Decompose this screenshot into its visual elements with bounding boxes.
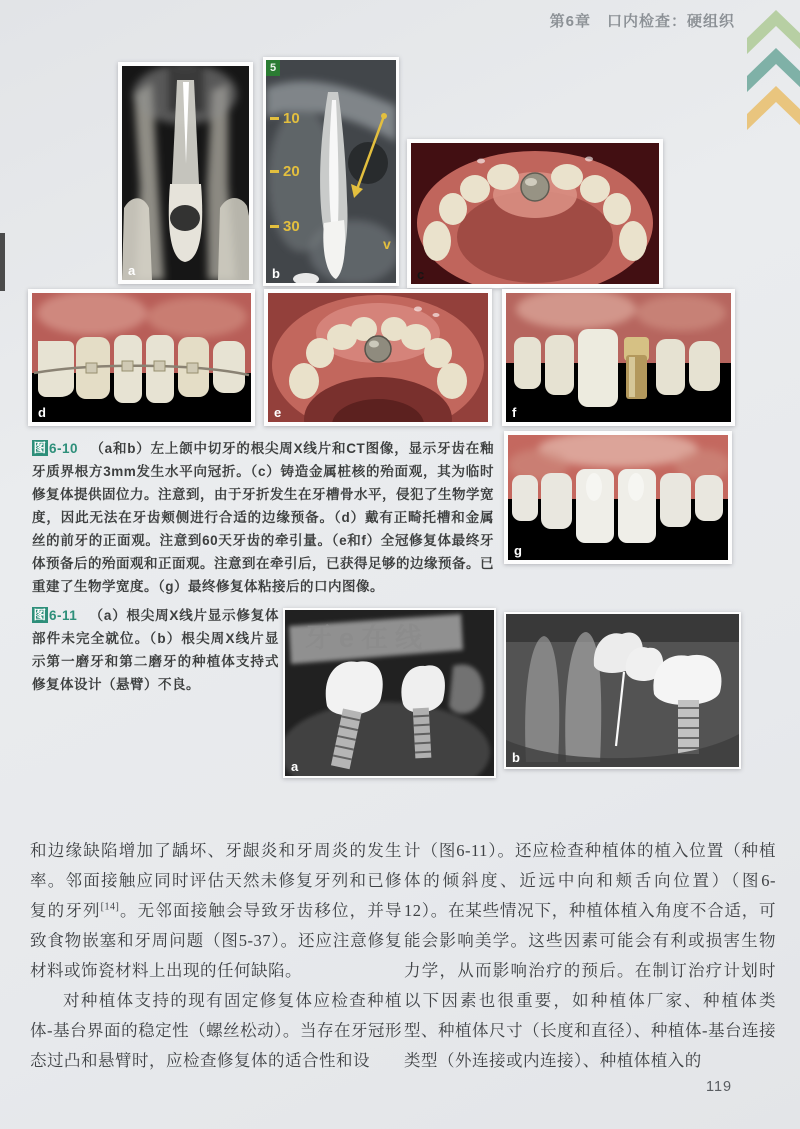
cantilever-xray-image <box>506 614 739 767</box>
body-paragraph: 对种植体支持的现有固定修复体应检查种植体-基台界面的稳定性（螺丝松动）。当存在牙冠形态过凸和悬臂时，应检查修复体的适合性和设 <box>30 991 402 1070</box>
figure-6-10-panel-b-ct <box>263 57 399 286</box>
watermark-text: 牙e在线 <box>305 623 430 653</box>
tick-dash-icon <box>270 170 279 173</box>
chevron-up-icon <box>747 86 800 130</box>
page-number: 119 <box>706 1079 733 1095</box>
figure-6-11-panel-a-xray <box>283 608 496 778</box>
figure-6-11-panel-b-xray <box>504 612 741 769</box>
figure-6-10-caption <box>32 437 494 598</box>
ct-corner-marker: 5 <box>266 60 280 76</box>
panel-label: a <box>291 759 299 774</box>
chevron-up-icon <box>747 48 800 92</box>
publisher-logo <box>746 8 800 130</box>
figure-number: 6-11 <box>49 608 78 623</box>
panel-label: g <box>514 543 522 558</box>
caption-text: （a和b）左上颌中切牙的根尖周X线片和CT图像，显示牙齿在釉牙质界根方3mm发生水平向冠折。（c）铸造金属桩核的殆面观，其为临时修复体提供固位力。注意到，由于牙折发生在牙槽骨水平，侵犯了生物学宽度，因此无法在牙齿颊侧进行合适的边缘预备。（d）戴有正畸托槽和金属丝的前牙的正面观。注意到60天牙齿的牵引量。（e和f）全冠修复体最终牙体预备后的殆面观和正面观。注意到在牵引后，已获得足够的边缘预备。已重建了生物学宽度。（g）最终修复体粘接后的口内图像。 <box>32 441 494 594</box>
frontal-ortho-photo-image <box>32 293 251 422</box>
tick-dash-icon <box>270 225 279 228</box>
figure-6-10-panel-d-photo <box>28 289 255 426</box>
panel-label: c <box>417 267 425 282</box>
ct-depth-tick: 20 <box>270 163 300 180</box>
figure-tag: 图 <box>33 441 47 455</box>
final-restoration-photo-image <box>508 435 728 560</box>
occlusal-prep-photo-image <box>268 293 488 422</box>
body-paragraph: 和边缘缺陷增加了龋坏、牙龈炎和牙周炎的发生率。邻面接触应同时评估天然未修复牙列和已修复的牙列[14]。无邻面接触会导致牙齿移位，并导致食物嵌塞和牙周问题（图5-37）。还应注意修复材料或饰瓷材料上出现的任何缺陷。 <box>30 841 403 980</box>
figure-number: 6-10 <box>49 441 79 456</box>
panel-label: f <box>512 405 517 420</box>
tick-dash-icon <box>270 117 279 120</box>
body-column-right <box>404 836 776 1076</box>
ct-v-label: v <box>383 236 391 252</box>
ct-depth-tick: 30 <box>270 218 300 235</box>
chapter-header: 第6章 口内检查：硬组织 <box>549 13 735 30</box>
figure-6-10-panel-a-xray <box>118 62 253 284</box>
panel-label: b <box>512 750 520 765</box>
figure-6-10-panel-f-photo <box>502 289 735 426</box>
scan-artifact <box>0 233 5 291</box>
occlusal-photo-image <box>411 143 659 284</box>
caption-text: （a）根尖周X线片显示修复体部件未完全就位。（b）根尖周X线片显示第一磨牙和第二磨牙的种植体支持式修复体设计（悬臂）不良。 <box>32 608 279 692</box>
frontal-post-photo-image <box>506 293 731 422</box>
figure-tag: 图 <box>33 608 47 622</box>
ct-depth-tick: 10 <box>270 110 300 127</box>
figure-6-11-caption <box>32 604 279 696</box>
figure-6-10-panel-e-photo <box>264 289 492 426</box>
figure-6-10-panel-c-photo <box>407 139 663 288</box>
panel-label: e <box>274 405 282 420</box>
panel-label: d <box>38 405 46 420</box>
figure-6-10-panel-g-photo <box>504 431 732 564</box>
panel-label: b <box>272 266 280 281</box>
body-paragraph: 计（图6-11）。还应检查种植体的植入位置（种植体的倾斜度、近远中向和颊舌向位置）（图6-12）。在某些情况下，种植体植入角度不合适，可能会影响美学。这些因素可能会有利或损害生物力学，从而影响治疗的预后。在制订治疗计划时以下因素也很重要，如种植体厂家、种植体类型、种植体尺寸（长度和直径）、种植体-基台连接类型（外连接或内连接）、种植体植入的 <box>404 841 776 1070</box>
panel-label: a <box>128 263 136 278</box>
periapical-xray-image <box>122 66 249 280</box>
reference-superscript: [14] <box>100 901 120 913</box>
chevron-up-icon <box>747 10 800 54</box>
body-column-left <box>30 836 402 1076</box>
